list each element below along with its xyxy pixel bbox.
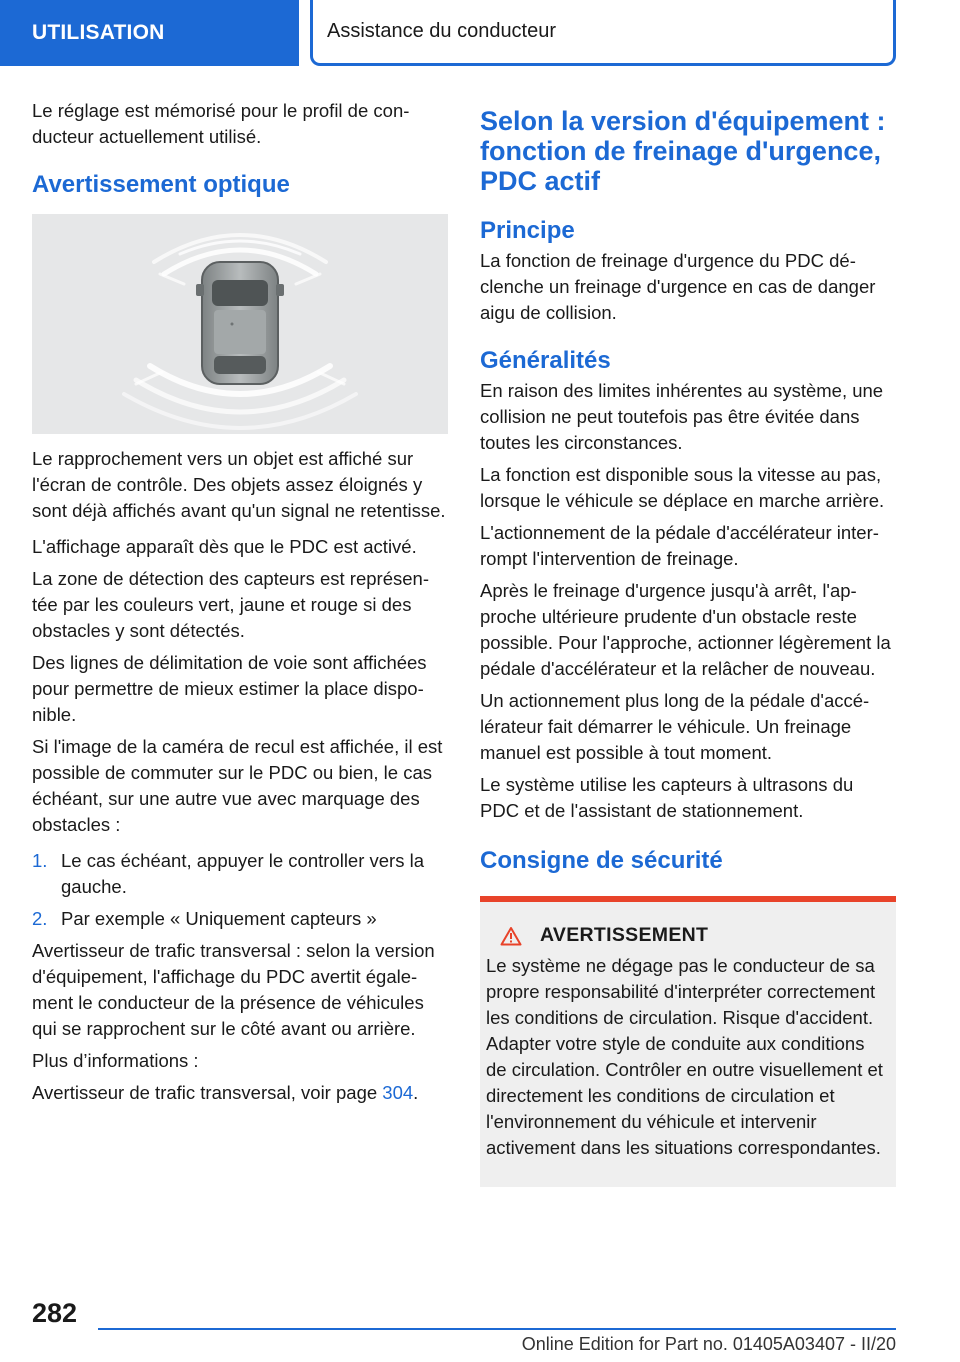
steps-list bbox=[32, 848, 448, 932]
footer-divider bbox=[98, 1328, 896, 1330]
chapter-title: Assistance du conducteur bbox=[310, 0, 896, 66]
warning-triangle-icon bbox=[500, 926, 522, 946]
right-column bbox=[480, 98, 896, 1187]
warning-title: AVERTISSEMENT bbox=[540, 924, 709, 946]
step-number: 1. bbox=[32, 850, 48, 871]
paragraph-cross-traffic: Avertisseur de trafic transversal : selon la version d'équipement, l'affichage du PDC avertit également le conducteur de la présence de véhicules qui se rapprochent sur le côté avant ou arrière. bbox=[32, 940, 435, 1039]
step-number: 2. bbox=[32, 908, 48, 929]
list-item bbox=[32, 906, 448, 932]
paragraph-general-5: Un actionnement plus long de la pédale d'accélérateur fait démarrer le véhicule. Un freinage manuel est possible à tout moment. bbox=[480, 690, 870, 763]
paragraph-detection-zone: La zone de détection des capteurs est représentée par les couleurs vert, jaune et rouge si des obstacles y sont détectés. bbox=[32, 568, 429, 641]
paragraph-general-6: Le système utilise les capteurs à ultrasons du PDC et de l'assistant de stationnement. bbox=[480, 774, 854, 821]
warning-header bbox=[480, 902, 896, 947]
list-item bbox=[32, 848, 448, 900]
paragraph-principle: La fonction de freinage d'urgence du PDC déclenche un freinage d'urgence en cas de danger aigu de collision. bbox=[480, 250, 876, 323]
left-column bbox=[32, 98, 448, 1112]
paragraph-activation: L'affichage apparaît dès que le PDC est activé. bbox=[32, 536, 417, 557]
paragraph-general-2: La fonction est disponible sous la vitesse au pas, lorsque le véhicule se déplace en marche arrière. bbox=[480, 464, 885, 511]
warning-text: Le système ne dégage pas le conducteur de sa propre responsabilité d'interpréter correctement les conditions de circulation. Risque d'accident. Adapter votre style de conduite aux conditions de circulation. Contrôler en outre visuellement et directement les conditions de circulation et l'environnement du véhicule et intervenir activement dans les situations correspondantes. bbox=[486, 955, 883, 1158]
section-heading-optical-warning: Avertissement optique bbox=[32, 171, 290, 198]
paragraph-camera: Si l'image de la caméra de recul est affichée, il est possible de commuter sur le PDC ou bien, le cas échéant, sur une autre vue avec marquage des obstacles : bbox=[32, 736, 443, 835]
warning-box bbox=[480, 896, 896, 1187]
paragraph-more-info: Plus d’informations : bbox=[32, 1050, 199, 1071]
step-text: Par exemple « Uniquement capteurs » bbox=[61, 908, 377, 929]
page-number: 282 bbox=[32, 1298, 78, 1328]
section-tab: UTILISATION bbox=[0, 0, 299, 66]
intro-paragraph: Le réglage est mémorisé pour le profil de conducteur actuellement utilisé. bbox=[32, 100, 410, 147]
paragraph-general-1: En raison des limites inhérentes au système, une collision ne peut toutefois pas être évitée dans toutes les circonstances. bbox=[480, 380, 884, 453]
paragraph-lane-lines: Des lignes de délimitation de voie sont affichées pour permettre de mieux estimer la place disponible. bbox=[32, 652, 427, 725]
paragraph-general-3: L'actionnement de la pédale d'accélérateur interrompt l'intervention de freinage. bbox=[480, 522, 879, 569]
paragraph-reference bbox=[32, 1080, 448, 1106]
pdc-illustration bbox=[32, 214, 448, 434]
reference-suffix: . bbox=[413, 1082, 419, 1103]
step-text: Le cas échéant, appuyer le controller vers la gauche. bbox=[61, 850, 425, 897]
reference-text: Avertisseur de trafic transversal, voir page bbox=[32, 1082, 383, 1103]
subheading-general: Généralités bbox=[480, 347, 611, 374]
page-link[interactable]: 304 bbox=[382, 1082, 414, 1103]
section-heading-emergency-braking: Selon la version d'équipement : fonction de freinage d'urgence, PDC actif bbox=[480, 106, 886, 196]
subheading-safety: Consigne de sécurité bbox=[480, 847, 723, 874]
paragraph-general-4: Après le freinage d'urgence jusqu'à arrêt, l'approche ultérieure prudente d'un obstacle reste possible. Pour l'approche, actionner légèrement la pédale d'accélérateur et la relâcher de nouveau. bbox=[480, 580, 891, 679]
footer-edition: Online Edition for Part no. 01405A03407 - II/20 bbox=[521, 1334, 896, 1354]
paragraph-approach: Le rapprochement vers un objet est affiché sur l'écran de contrôle. Des objets assez éloignés y sont déjà affichés avant qu'un signal ne retentisse. bbox=[32, 448, 446, 521]
subheading-principle: Principe bbox=[480, 217, 575, 244]
